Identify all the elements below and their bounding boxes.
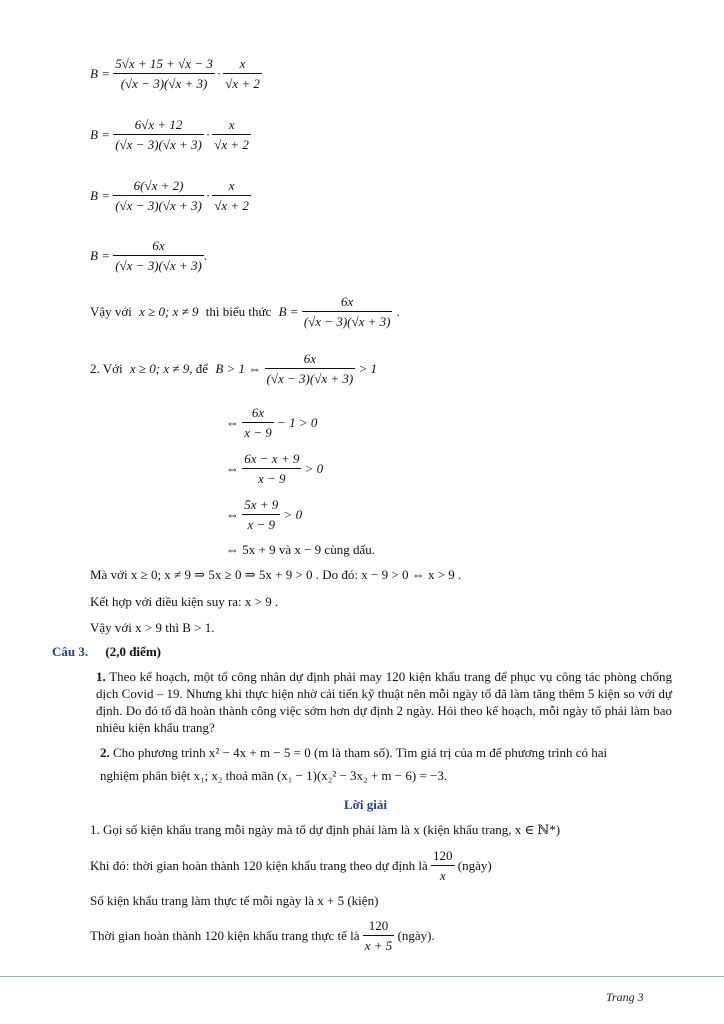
denominator: √x + 2 [212,195,251,214]
fraction [212,178,251,214]
derivation-step-4: B = $\frac{6x}{(√x - 3)(√x + 3)}$ . [90,238,208,273]
numerator: x [228,178,235,193]
fraction [113,178,204,214]
fraction [113,238,204,274]
part2-step-3: ⇔ $\frac{5x + 9}{x - 9}$ > 0 [226,497,303,532]
derivation-step-2: B = $\frac{6√x + 12}{(√x - 3)(√x + 3)}$ · $\frac{x}{√x + 2}$ [90,117,249,152]
fraction: $\frac{6x - x + 9}{x - 9}$ [244,451,300,486]
part2-step-1: ⇔ $\frac{6x}{x - 9}$ − 1 > 0 [226,405,318,440]
numerator: x [239,56,246,71]
question-points: (2,0 điểm) [105,644,161,659]
part2-ket-hop: Kết hợp với điều kiện suy ra: x > 9 . [90,594,279,609]
numerator: 6(√x + 2) [133,178,184,193]
lhs: B = [90,66,110,81]
part2-vay: Vậy với x > 9 thì B > 1. [90,620,215,635]
fraction: $\frac{6x}{(√x - 3)(√x + 3)}$ [303,294,391,329]
fraction: $\frac{120}{x}$ [433,848,453,883]
denominator: (√x − 3)(√x + 3) [113,73,215,92]
question-3-part-2-line-1: 2. Cho phương trình x² − 4x + m − 5 = 0 (m là tham số). Tìm giá trị của m để phương trình có hai [100,745,608,760]
fraction: $\frac{6x}{x - 9}$ [244,405,272,440]
fraction [212,117,251,153]
denominator: (√x − 3)(√x + 3) [113,134,204,153]
question-3-part-2-line-2: nghiệm phân biệt x₁; x₂ thoả mãn (x₁ − 1)(x₂² − 3x₂ + m − 6) = −3. [100,768,448,783]
solution-title: Lời giải [344,797,387,812]
part2-step-4: ⇔ 5x + 9 và x − 9 cùng dấu. [226,542,375,557]
denominator: (√x − 3)(√x + 3) [113,255,204,274]
fraction [223,56,262,92]
numerator: 6√x + 12 [134,117,183,132]
fraction [113,117,204,153]
lhs: B = [90,127,110,142]
numerator: 6x [152,238,165,253]
solution-line-4: Thời gian hoàn thành 120 kiện khẩu trang thực tế là $\frac{120}{x + 5}$ (ngày). [90,918,435,953]
question-label: Câu 3. [52,644,89,659]
lhs: B = [90,188,110,203]
part2-intro: 2. Với x ≥ 0; x ≠ 9, để B > 1 ⇔ $\frac{6x}{(√x - 3)(√x + 3)}$ > 1 [90,351,377,386]
derivation-step-1: B = $\frac{5√x + 15 + √x - 3}{(√x - 3)(√x + 3)}$ · $\frac{x}{√x + 2}$ [90,56,260,91]
derivation-step-3: B = $\frac{6(√x + 2)}{(√x - 3)(√x + 3)}$ · $\frac{x}{√x + 2}$ [90,178,249,213]
page-number: Trang 3 [606,990,644,1004]
denominator: (√x − 3)(√x + 3) [113,195,204,214]
part2-step-2: ⇔ $\frac{6x - x + 9}{x - 9}$ > 0 [226,451,324,486]
fraction: $\frac{6x}{(√x - 3)(√x + 3)}$ [266,351,354,386]
solution-line-2: Khi đó: thời gian hoàn thành 120 kiện khẩu trang theo dự định là $\frac{120}{x}$ (ngày) [90,848,492,883]
footer-rule [0,976,724,977]
solution-line-3: Số kiện khẩu trang làm thực tế mỗi ngày là x + 5 (kiện) [90,893,379,908]
part2-ma-voi: Mà với x ≥ 0; x ≠ 9 ⇒ 5x ≥ 0 ⇒ 5x + 9 > 0 . Do đó: x − 9 > 0 ⇔ x > 9 . [90,567,462,582]
numerator: x [228,117,235,132]
denominator: √x + 2 [212,134,251,153]
numerator: 5√x + 15 + √x − 3 [115,56,213,71]
question-3-heading [52,644,161,660]
solution-line-1: 1. Gọi số kiện khẩu trang mỗi ngày mà tổ dự định phải làm là x (kiện khẩu trang, x ∈ ℕ*) [90,822,561,837]
denominator: √x + 2 [223,73,262,92]
part1-conclusion: Vậy với x ≥ 0; x ≠ 9 thì biểu thức B = $\frac{6x}{(√x - 3)(√x + 3)}$ . [90,294,400,329]
fraction: $\frac{5x + 9}{x - 9}$ [244,497,279,532]
fraction [113,56,215,92]
fraction: $\frac{120}{x + 5}$ [364,918,393,953]
question-3-part-1: 1. Theo kế hoạch, một tổ công nhân dự định phải may 120 kiện khẩu trang để phục vụ công tác phòng chống dịch Covid – 19. Nhưng khi thực hiện nhờ cải tiến kỹ thuật nên mỗi ngày tổ đã làm tăng thêm 5 kiện so với dự định. Do đó tổ đã hoàn thành công việc sớm hơn dự định 2 ngày. Hỏi theo kế hoạch, mỗi ngày tổ phải làm bao nhiêu kiện khẩu trang? [96,669,672,735]
lhs: B = [90,248,110,263]
